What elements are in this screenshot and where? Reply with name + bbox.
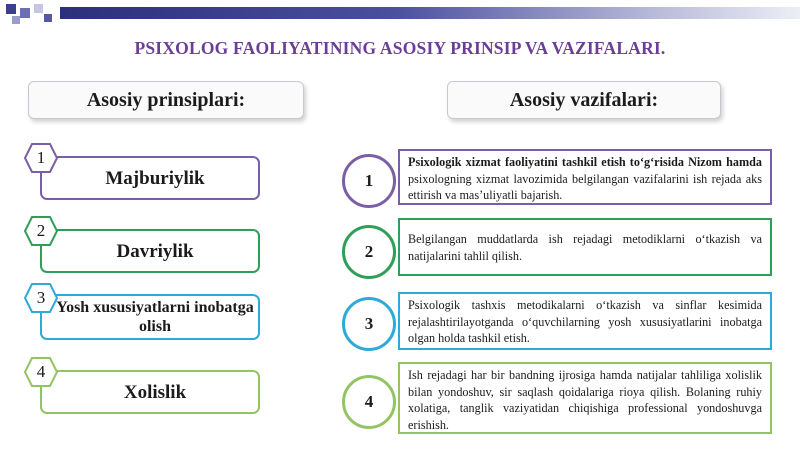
hexagon-number: 2 (36, 221, 46, 240)
task-number-circle-1: 1 (342, 154, 396, 208)
principle-label: Majburiylik (105, 167, 205, 189)
principle-item-4 (40, 370, 260, 414)
task-number-circle-2: 2 (342, 225, 396, 279)
principles-header (28, 81, 304, 119)
principle-label: Yosh xususiyatlarni inobatga olish (56, 299, 254, 335)
hexagon-number-1 (24, 143, 58, 173)
task-text: psixologning xizmat lavozimida belgilangan vazifalarini ish rejada aks ettirish va mas’uliyatli bajarish. (408, 171, 762, 202)
task-text: Belgilangan muddatlarda ish rejadagi metodiklarni o‘tkazish va natijalarini tahlil qilish. (408, 232, 762, 263)
task-item-2 (398, 218, 772, 276)
principle-label: Davriylik (116, 240, 194, 262)
task-item-4 (398, 362, 772, 434)
principles-header-label: Asosiy prinsiplari: (86, 88, 246, 111)
slide-title: PSIXOLOG FAOLIYATINING ASOSIY PRINSIP VA VAZIFALARI. (134, 38, 666, 58)
task-item-3 (398, 292, 772, 350)
task-bold-text: Psixologik xizmat faoliyatini tashkil etish to‘g‘risida Nizom hamda (408, 155, 762, 169)
hexagon-number: 4 (36, 362, 46, 381)
hexagon-number: 3 (36, 288, 46, 307)
principle-item-3 (40, 294, 260, 340)
tasks-header (447, 81, 721, 119)
hexagon-number-2 (24, 216, 58, 246)
task-number-circle-4: 4 (342, 375, 396, 429)
tasks-header-label: Asosiy vazifalari: (509, 88, 659, 111)
task-number-circle-3: 3 (342, 297, 396, 351)
task-text: Ish rejadagi har bir bandning ijrosiga hamda natijalar tahliliga xolislik bilan yondoshuv, sir saqlash qoidalariga rioya qilish. Bolaning ruhiy xolatiga, tanglik vaziyatidan chiqishiga professional yondoshuvga erishish. (408, 368, 762, 432)
principle-item-2 (40, 229, 260, 273)
task-item-1 (398, 149, 772, 205)
top-decorative-bar (0, 0, 800, 28)
task-text: Psixologik tashxis metodikalarni o‘tkazish va sinflar kesimida rejalashtirilayotganda o‘quvchilarning yosh xususiyatlarini inobatga olgan holda tashkil etish. (408, 298, 762, 345)
hexagon-number-3 (24, 283, 58, 313)
principle-item-1 (40, 156, 260, 200)
hexagon-number-4 (24, 357, 58, 387)
hexagon-number: 1 (36, 148, 46, 167)
principle-label: Xolislik (123, 381, 187, 403)
